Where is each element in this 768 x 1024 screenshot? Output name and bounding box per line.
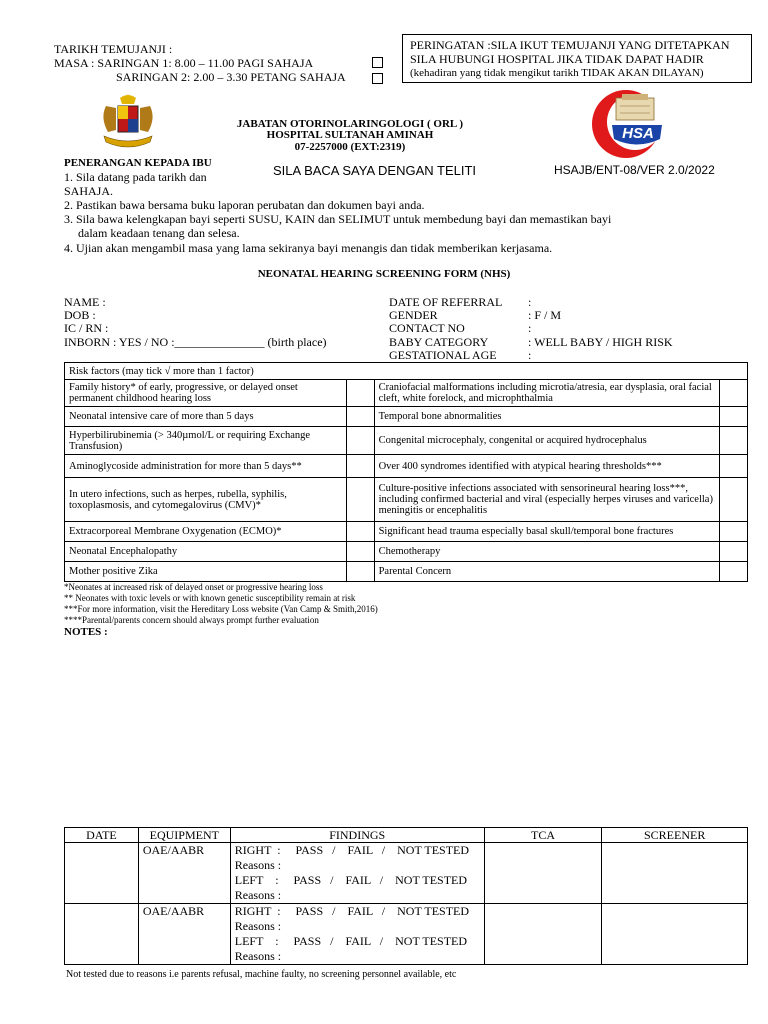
- table-row: [65, 843, 748, 904]
- risk-factor: In utero infections, such as herpes, rubella, syphilis, toxoplasmosis, and cytomegalovirus (CMV)*: [65, 478, 347, 522]
- gestational-age-value: :: [528, 348, 532, 362]
- equipment-cell: OAE/AABR: [138, 843, 230, 904]
- document-code: HSAJB/ENT-08/VER 2.0/2022: [554, 163, 715, 177]
- ic-label: IC / RN :: [64, 321, 109, 335]
- risk-checkbox[interactable]: [720, 478, 748, 522]
- risk-checkbox[interactable]: [720, 522, 748, 542]
- gender-value: : F / M: [528, 308, 562, 322]
- risk-factor: Over 400 syndromes identified with atypical hearing thresholds***: [374, 455, 719, 478]
- screening-results-table: [64, 827, 748, 965]
- instruction-3: 3. Sila bawa kelengkapan bayi seperti SUSU, KAIN dan SELIMUT untuk membedung bayi dan memastikan bayi: [64, 212, 612, 226]
- warning-box: [402, 34, 752, 83]
- risk-checkbox[interactable]: [346, 380, 374, 407]
- contact-label: CONTACT NO: [389, 321, 465, 335]
- instruction-2: 2. Pastikan bawa bersama buku laporan perubatan dan dokumen bayi anda.: [64, 198, 425, 212]
- risk-factor: Family history* of early, progressive, or delayed onset permanent childhood hearing loss: [65, 380, 347, 407]
- date-cell[interactable]: [65, 904, 139, 965]
- date-cell[interactable]: [65, 843, 139, 904]
- right-reasons: Reasons :: [234, 919, 282, 933]
- risk-header: Risk factors (may tick √ more than 1 factor): [65, 363, 748, 380]
- screener-cell[interactable]: [602, 843, 748, 904]
- risk-factor: Culture-positive infections associated with sensorineural hearing loss***, including confirmed bacterial and viral (especially herpes viruses and varicella) meningitis or encephalitis: [374, 478, 719, 522]
- baby-category-label: BABY CATEGORY: [389, 335, 489, 349]
- inborn-label: INBORN : YES / NO :_______________ (birth place): [64, 335, 327, 349]
- risk-factor: Neonatal intensive care of more than 5 days: [65, 407, 347, 427]
- header-equipment: EQUIPMENT: [138, 828, 230, 843]
- risk-factor: Mother positive Zika: [65, 562, 347, 582]
- risk-checkbox[interactable]: [346, 522, 374, 542]
- notes-area[interactable]: [64, 640, 748, 820]
- risk-factor: Significant head trauma especially basal skull/temporal bone fractures: [374, 522, 719, 542]
- risk-checkbox[interactable]: [346, 407, 374, 427]
- table-row: [65, 904, 748, 965]
- hsa-logo-text: HSA: [622, 125, 654, 142]
- findings-cell: [230, 843, 484, 904]
- instruction-3-cont: dalam keadaan tenang dan selesa.: [78, 226, 240, 240]
- referral-date-label: DATE OF REFERRAL: [389, 295, 503, 309]
- risk-factor: Hyperbilirubinemia (> 340µmol/L or requiring Exchange Transfusion): [65, 427, 347, 455]
- coat-of-arms-logo: [96, 92, 160, 154]
- risk-factor: Craniofacial malformations including microtia/atresia, ear dysplasia, oral facial cleft, white forelock, and microphthalmia: [374, 380, 719, 407]
- footnote-4: ****Parental/parents concern should always prompt further evaluation: [64, 615, 319, 625]
- tca-cell[interactable]: [484, 843, 602, 904]
- warning-line3: (kehadiran yang tidak mengikut tarikh TIDAK AKAN DILAYAN): [410, 67, 704, 79]
- right-reasons: Reasons :: [234, 858, 282, 872]
- risk-factor: Temporal bone abnormalities: [374, 407, 719, 427]
- risk-factors-table: [64, 362, 748, 582]
- equipment-cell: OAE/AABR: [138, 904, 230, 965]
- form-title: NEONATAL HEARING SCREENING FORM (NHS): [257, 268, 511, 280]
- session1-label: MASA : SARINGAN 1: 8.00 – 11.00 PAGI SAHAJA: [54, 56, 314, 70]
- risk-checkbox[interactable]: [346, 478, 374, 522]
- instruction-4: 4. Ujian akan mengambil masa yang lama sekiranya bayi menangis dan tidak memberikan kerjasama.: [64, 241, 553, 255]
- tca-cell[interactable]: [484, 904, 602, 965]
- risk-factor: Extracorporeal Membrane Oxygenation (ECMO)*: [65, 522, 347, 542]
- left-ear-result[interactable]: LEFT : PASS / FAIL / NOT TESTED: [234, 873, 468, 887]
- left-reasons: Reasons :: [234, 949, 282, 963]
- risk-checkbox[interactable]: [720, 427, 748, 455]
- risk-factor: Chemotherapy: [374, 542, 719, 562]
- footnote-3: ***For more information, visit the Hereditary Loss website (Van Camp & Smith,2016): [64, 604, 378, 614]
- read-carefully-banner: SILA BACA SAYA DENGAN TELITI: [273, 163, 477, 178]
- name-label: NAME :: [64, 295, 106, 309]
- results-footnote: Not tested due to reasons i.e parents refusal, machine faulty, no screening personnel available, etc: [66, 969, 457, 980]
- instruction-1-cont: SAHAJA.: [64, 184, 114, 198]
- contact-value: :: [528, 321, 532, 335]
- findings-cell: [230, 904, 484, 965]
- baby-category-value: : WELL BABY / HIGH RISK: [528, 335, 673, 349]
- risk-factor: Congenital microcephaly, congenital or acquired hydrocephalus: [374, 427, 719, 455]
- risk-checkbox[interactable]: [346, 562, 374, 582]
- header-findings: FINDINGS: [230, 828, 484, 843]
- notes-label: NOTES :: [64, 626, 108, 638]
- risk-checkbox[interactable]: [720, 542, 748, 562]
- left-reasons: Reasons :: [234, 888, 282, 902]
- hospital-phone: 07-2257000 (EXT:2319): [294, 141, 406, 153]
- header-screener: SCREENER: [602, 828, 748, 843]
- risk-checkbox[interactable]: [720, 407, 748, 427]
- appointment-date-label: TARIKH TEMUJANJI :: [54, 42, 173, 56]
- gender-label: GENDER: [389, 308, 438, 322]
- risk-checkbox[interactable]: [346, 455, 374, 478]
- instruction-1: 1. Sila datang pada tarikh dan: [64, 170, 207, 184]
- right-ear-result[interactable]: RIGHT : PASS / FAIL / NOT TESTED: [234, 843, 470, 857]
- header-date: DATE: [65, 828, 139, 843]
- left-ear-result[interactable]: LEFT : PASS / FAIL / NOT TESTED: [234, 934, 468, 948]
- hsa-logo: [588, 88, 666, 162]
- footnote-1: *Neonates at increased risk of delayed onset or progressive hearing loss: [64, 582, 323, 592]
- risk-checkbox[interactable]: [346, 427, 374, 455]
- warning-line1: PERINGATAN :SILA IKUT TEMUJANJI YANG DITETAPKAN: [410, 38, 730, 52]
- gestational-age-label: GESTATIONAL AGE: [389, 348, 497, 362]
- header-tca: TCA: [484, 828, 602, 843]
- right-ear-result[interactable]: RIGHT : PASS / FAIL / NOT TESTED: [234, 904, 470, 918]
- warning-line2: SILA HUBUNGI HOSPITAL JIKA TIDAK DAPAT HADIR: [410, 52, 704, 66]
- risk-checkbox[interactable]: [720, 562, 748, 582]
- risk-factor: Neonatal Encephalopathy: [65, 542, 347, 562]
- session1-checkbox[interactable]: [372, 57, 383, 68]
- footnote-2: ** Neonates with toxic levels or with known genetic susceptibility remain at risk: [64, 593, 356, 603]
- referral-date-value: :: [528, 295, 532, 309]
- risk-checkbox[interactable]: [346, 542, 374, 562]
- session2-label: SARINGAN 2: 2.00 – 3.30 PETANG SAHAJA: [116, 70, 346, 84]
- dob-label: DOB :: [64, 308, 96, 322]
- risk-checkbox[interactable]: [720, 380, 748, 407]
- screener-cell[interactable]: [602, 904, 748, 965]
- session2-checkbox[interactable]: [372, 73, 383, 84]
- department-name: JABATAN OTORINOLARINGOLOGI ( ORL ): [236, 118, 464, 130]
- instructions-heading: PENERANGAN KEPADA IBU: [64, 157, 212, 169]
- risk-checkbox[interactable]: [720, 455, 748, 478]
- risk-factor: Aminoglycoside administration for more than 5 days**: [65, 455, 347, 478]
- hospital-name: HOSPITAL SULTANAH AMINAH: [266, 129, 434, 141]
- risk-factor: Parental Concern: [374, 562, 719, 582]
